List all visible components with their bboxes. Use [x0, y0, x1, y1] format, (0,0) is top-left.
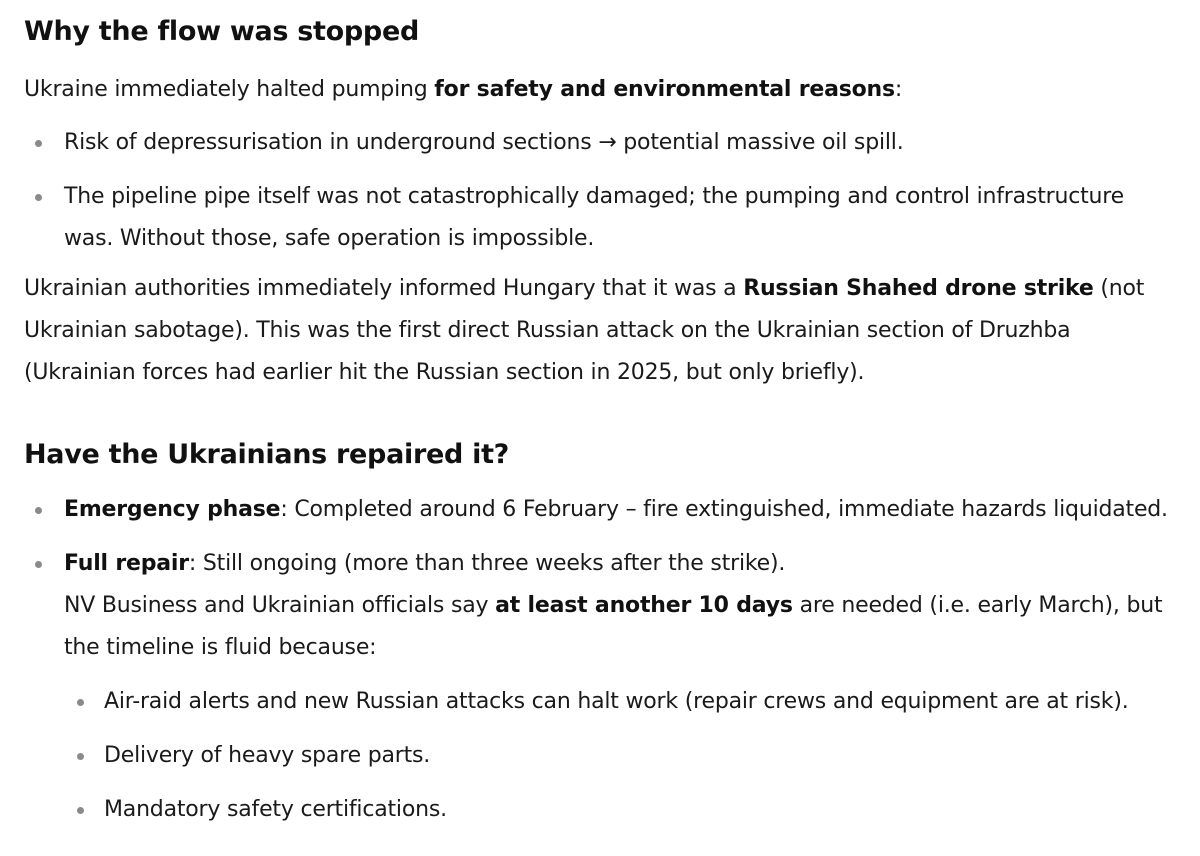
bullet-dot [35, 194, 42, 201]
sub-list-item [64, 735, 1176, 777]
paragraph-bold-text: Russian Shahed drone strike [743, 276, 1094, 301]
list-item-bold-label: Full repair [64, 551, 189, 576]
list-item-text: : Still ongoing (more than three weeks after the strike). [188, 551, 786, 576]
sub-list-item [64, 789, 1176, 831]
section-heading-flow-stopped: Why the flow was stopped [24, 16, 419, 47]
bullet-dot [77, 807, 84, 814]
list-item-text: NV Business and Ukrainian officials say [64, 593, 496, 618]
intro-bold-text: for safety and environmental reasons [434, 77, 895, 102]
intro-paragraph [24, 69, 1176, 111]
sub-list-item-text: Mandatory safety certifications. [104, 797, 447, 822]
list-item [24, 122, 1176, 164]
list-item [24, 489, 1176, 531]
flow-reasons-list [24, 122, 1176, 260]
intro-text: Ukraine immediately halted pumping [24, 77, 435, 102]
list-item-text: : Completed around 6 February – fire extinguished, immediate hazards liquidated. [280, 497, 1168, 522]
bullet-dot [77, 753, 84, 760]
list-item-bold-text: at least another 10 days [495, 593, 793, 618]
bullet-dot [35, 140, 42, 147]
delay-factors-list [64, 681, 1176, 831]
bullet-dot [35, 507, 42, 514]
bullet-dot [77, 699, 84, 706]
authorities-paragraph [24, 268, 1176, 394]
list-item [24, 543, 1176, 831]
bullet-dot [35, 561, 42, 568]
section-heading-repaired: Have the Ukrainians repaired it? [24, 439, 510, 470]
sub-list-item-text: Air-raid alerts and new Russian attacks can halt work (repair crews and equipment are at risk). [104, 689, 1129, 714]
list-item [24, 176, 1176, 260]
repair-status-list [24, 489, 1176, 831]
sub-list-item-text: Delivery of heavy spare parts. [104, 743, 431, 768]
paragraph-text: Ukrainian authorities immediately informed Hungary that it was a [24, 276, 744, 301]
paragraph-text-continued: (not Ukrainian sabotage). This was the first direct Russian attack on the Ukrainian section of Druzhba (Ukrainian forces had earlier hit the Russian section in 2025, but only briefly). [24, 276, 1145, 385]
sub-list-item [64, 681, 1176, 723]
list-item-bold-label: Emergency phase [64, 497, 281, 522]
list-item-text: are needed (i.e. early March), but the timeline is fluid because: [64, 593, 1163, 660]
list-item-text: The pipeline pipe itself was not catastrophically damaged; the pumping and control infrastructure was. Without those, safe operation is impossible. [64, 184, 1124, 251]
list-item-text: Risk of depressurisation in underground sections → potential massive oil spill. [64, 130, 904, 155]
intro-colon: : [894, 77, 903, 102]
